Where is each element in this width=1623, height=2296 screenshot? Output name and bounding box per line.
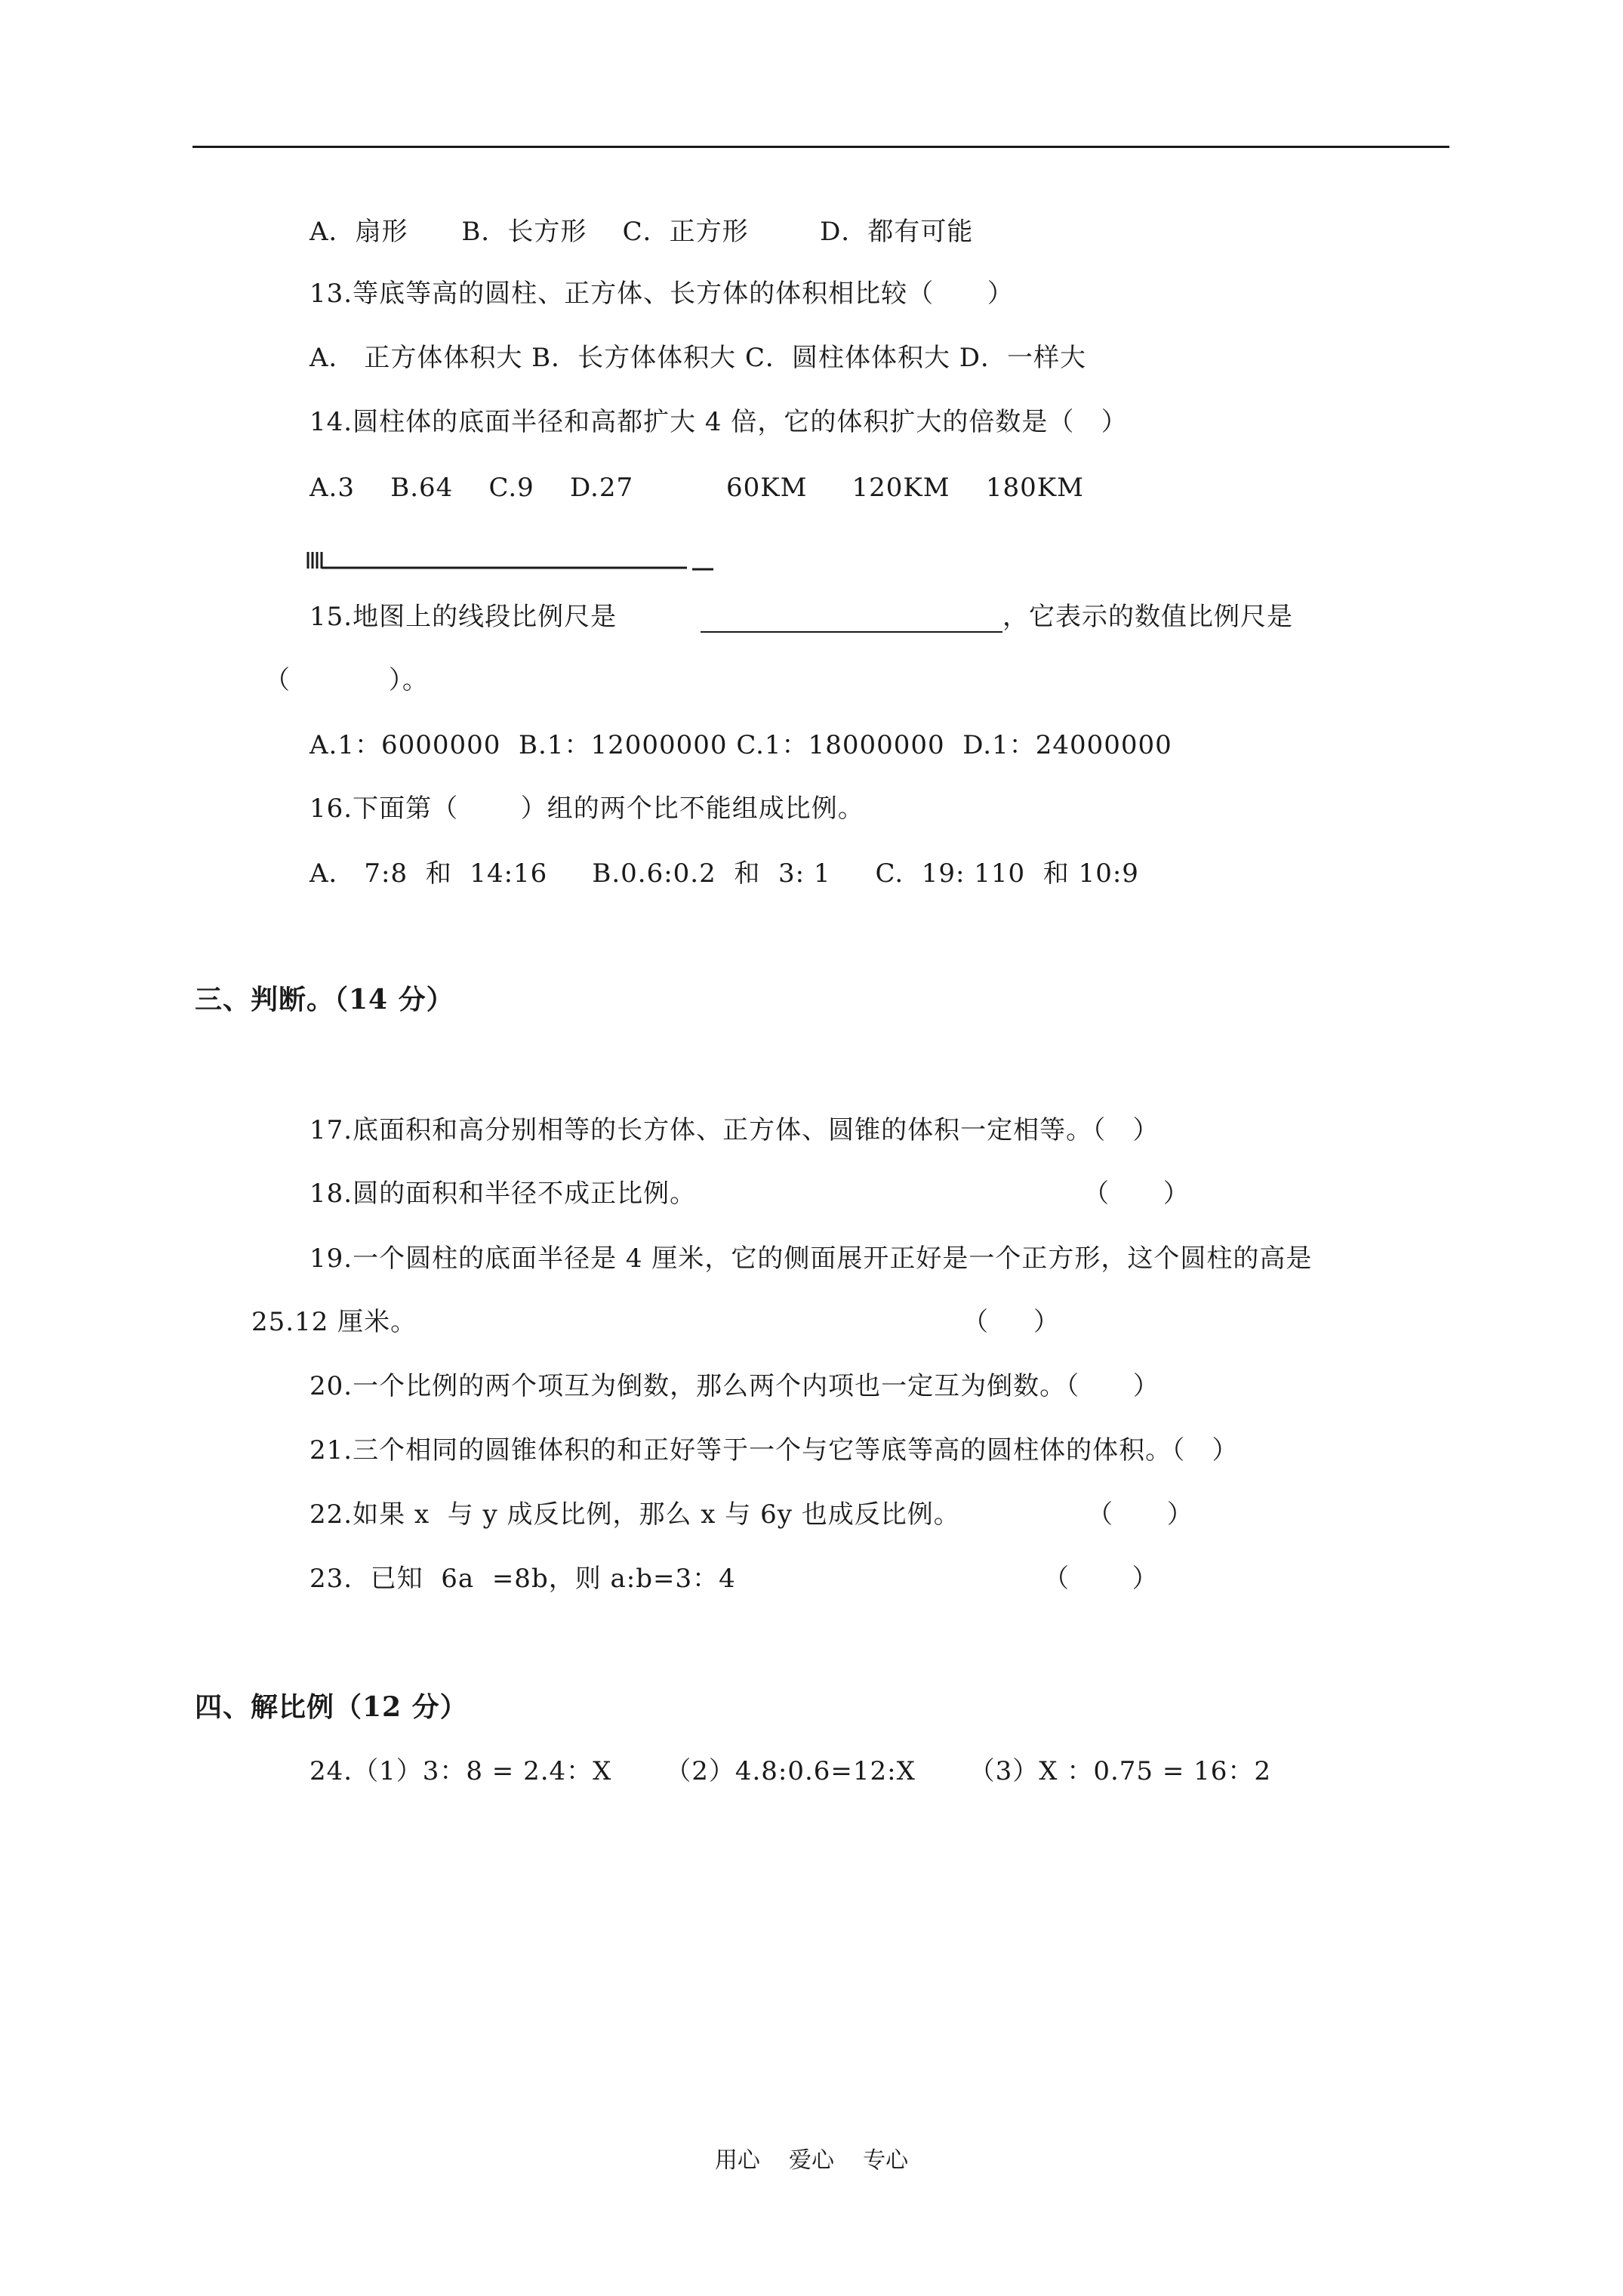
- q19-text: 19.一个圆柱的底面半径是 4 厘米，它的侧面展开正好是一个正方形，这个圆柱的高是: [310, 1244, 1313, 1274]
- q15-options: A.1：6000000 B.1：12000000 C.1：18000000 D.1：24000000: [310, 730, 1172, 760]
- q13-options: A． 正方体体积大 B．长方体体积大 C．圆柱体体积大 D．一样大: [310, 343, 1087, 373]
- scale-bar-labels: 60KM 120KM 180KM: [726, 473, 1084, 503]
- q22-text: 22.如果 x 与 y 成反比例，那么 x 与 6y 也成反比例。: [310, 1499, 960, 1530]
- q17-text: 17.底面积和高分别相等的长方体、正方体、圆锥的体积一定相等。（ ）: [310, 1115, 1160, 1145]
- q15-text-continued: （ ）。: [264, 665, 429, 695]
- q18-text: 18.圆的面积和半径不成正比例。: [310, 1179, 697, 1209]
- q16-text: 16.下面第（ ）组的两个比不能组成比例。: [310, 794, 864, 824]
- scale-bar-graphic: [306, 549, 713, 572]
- q15-text-part1: 15.地图上的线段比例尺是: [310, 602, 617, 632]
- q16-options: A． 7:8 和 14:16 B.0.6:0.2 和 3: 1 C. 19: 110 和 10:9: [310, 858, 1139, 889]
- section-4-heading: 四、解比例（12 分）: [195, 1691, 468, 1723]
- q23-answer-paren: （ ）: [1043, 1564, 1159, 1594]
- q24-text: 24.（1）3：8 = 2.4：X （2）4.8:0.6=12:X （3）X ：0.75 = 16：2: [310, 1756, 1272, 1786]
- q15-answer-blank: [701, 631, 1002, 633]
- q18-answer-paren: （ ）: [1083, 1179, 1190, 1209]
- q20-text: 20.一个比例的两个项互为倒数，那么两个内项也一定互为倒数。（ ）: [310, 1371, 1160, 1401]
- q15-text-part2: ，它表示的数值比例尺是: [1002, 602, 1293, 632]
- q19-answer-paren: （ ）: [962, 1307, 1061, 1337]
- q21-text: 21.三个相同的圆锥体积的和正好等于一个与它等底等高的圆柱体的体积。（ ）: [310, 1435, 1239, 1465]
- q19-text-continued: 25.12 厘米。: [251, 1307, 417, 1337]
- q14-options: A.3 B.64 C.9 D.27: [310, 473, 634, 503]
- q14-text: 14.圆柱体的底面半径和高都扩大 4 倍，它的体积扩大的倍数是（ ）: [310, 407, 1128, 437]
- q13-text: 13.等底等高的圆柱、正方体、长方体的体积相比较（ ）: [310, 279, 1014, 309]
- q12-options: A．扇形 B．长方形 C．正方形 D．都有可能: [310, 217, 974, 247]
- page-footer: 用心 爱心 专心: [714, 2147, 909, 2174]
- q23-text: 23. 已知 6a =8b，则 a:b=3：4: [310, 1564, 736, 1594]
- q22-answer-paren: （ ）: [1087, 1499, 1193, 1530]
- section-3-heading: 三、判断。（14 分）: [195, 984, 454, 1015]
- header-rule: [192, 146, 1449, 148]
